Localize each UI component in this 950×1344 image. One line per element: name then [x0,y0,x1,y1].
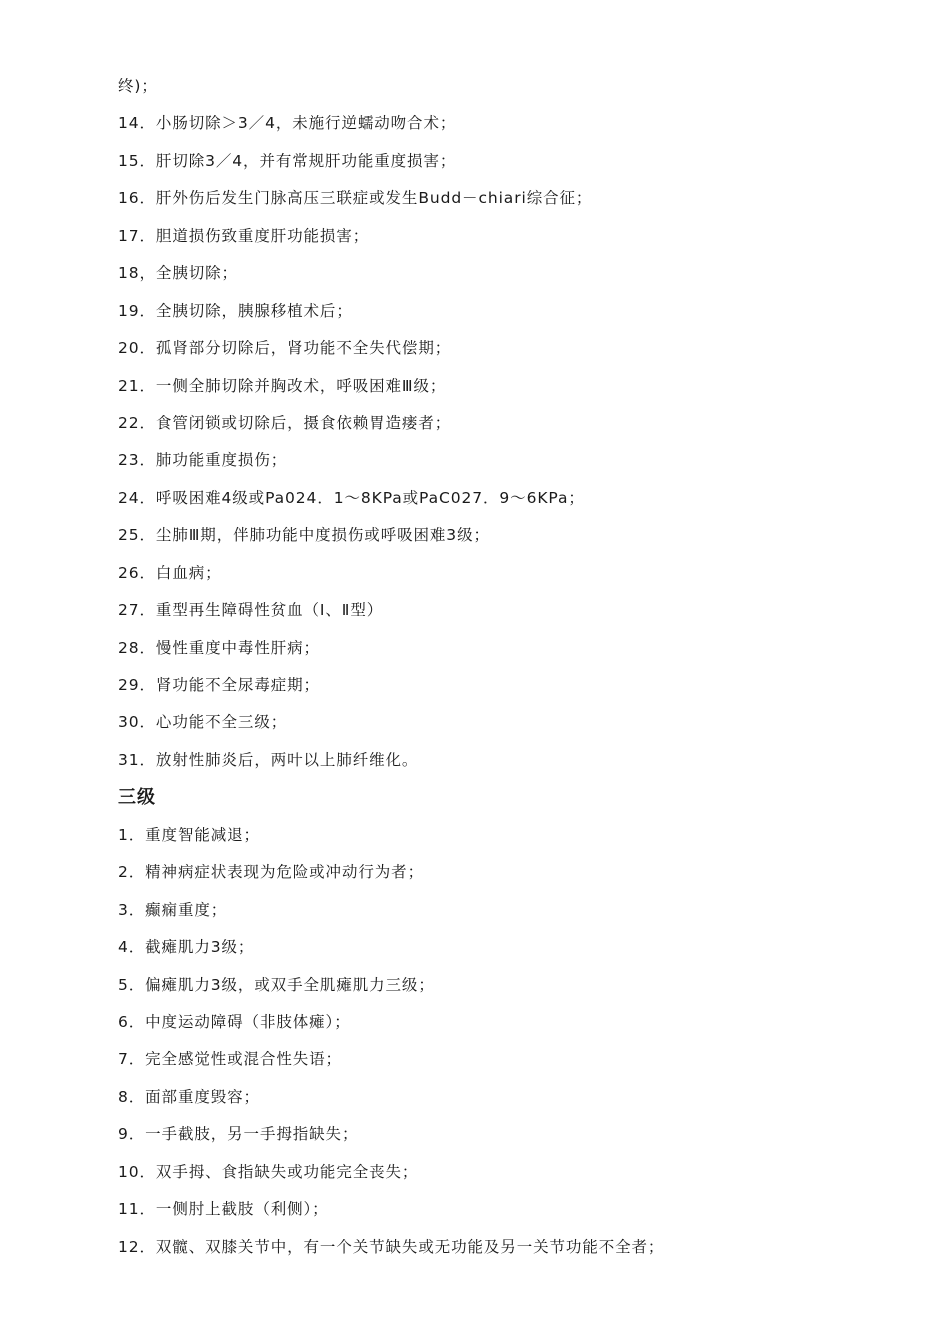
list-item: 22．食管闭锁或切除后，摄食依赖胃造瘘者； [118,413,452,432]
list-item: 14．小肠切除＞3／4，未施行逆蠕动吻合术； [118,114,457,133]
list-item: 24．呼吸困难4级或Pa024．1～8KPa或PaC027．9～6KPa； [118,488,585,507]
list-item: 1．重度智能减退； [118,825,260,844]
list-item: 16．肝外伤后发生门脉高压三联症或发生Budd－chiari综合征； [118,189,593,208]
list-item: 31．放射性肺炎后，两叶以上肺纤维化。 [118,750,419,769]
list-item: 8．面部重度毁容； [118,1087,260,1106]
list-item: 10．双手拇、食指缺失或功能完全丧失； [118,1162,419,1181]
document-page [118,68,898,1266]
list-item: 21．一侧全肺切除并胸改术，呼吸困难Ⅲ级； [118,376,447,395]
list-item-continuation: 终)； [118,77,158,95]
list-item: 27．重型再生障碍性贫血（Ⅰ、Ⅱ型） [118,601,384,620]
list-item: 23．肺功能重度损伤； [118,451,288,470]
list-item: 26．白血病； [118,563,222,582]
list-item: 28．慢性重度中毒性肝病； [118,638,320,657]
list-item: 6．中度运动障碍（非肢体瘫）； [118,1012,351,1031]
list-item: 18，全胰切除； [118,264,238,283]
section-heading: 三级 [118,787,156,809]
list-item: 25．尘肺Ⅲ期，伴肺功能中度损伤或呼吸困难3级； [118,526,490,545]
list-item: 30．心功能不全三级； [118,713,288,732]
list-item: 29．肾功能不全尿毒症期； [118,676,320,694]
list-item: 11．一侧肘上截肢（利侧）； [118,1200,329,1219]
list-item: 2．精神病症状表现为危险或冲动行为者； [118,863,424,882]
list-item: 17．胆道损伤致重度肝功能损害； [118,226,370,245]
list-item: 12．双髋、双膝关节中，有一个关节缺失或无功能及另一关节功能不全者； [118,1237,665,1256]
list-item: 9．一手截肢，另一手拇指缺失； [118,1125,359,1144]
list-item: 15．肝切除3／4，并有常规肝功能重度损害； [118,151,457,170]
list-item: 19．全胰切除，胰腺移植术后； [118,301,353,320]
list-item: 7．完全感觉性或混合性失语； [118,1050,342,1069]
list-item: 4．截瘫肌力3级； [118,938,255,957]
list-item: 5．偏瘫肌力3级，或双手全肌瘫肌力三级； [118,975,435,994]
list-item: 3．癫痫重度； [118,900,228,919]
list-item: 20．孤肾部分切除后，肾功能不全失代偿期； [118,339,452,358]
